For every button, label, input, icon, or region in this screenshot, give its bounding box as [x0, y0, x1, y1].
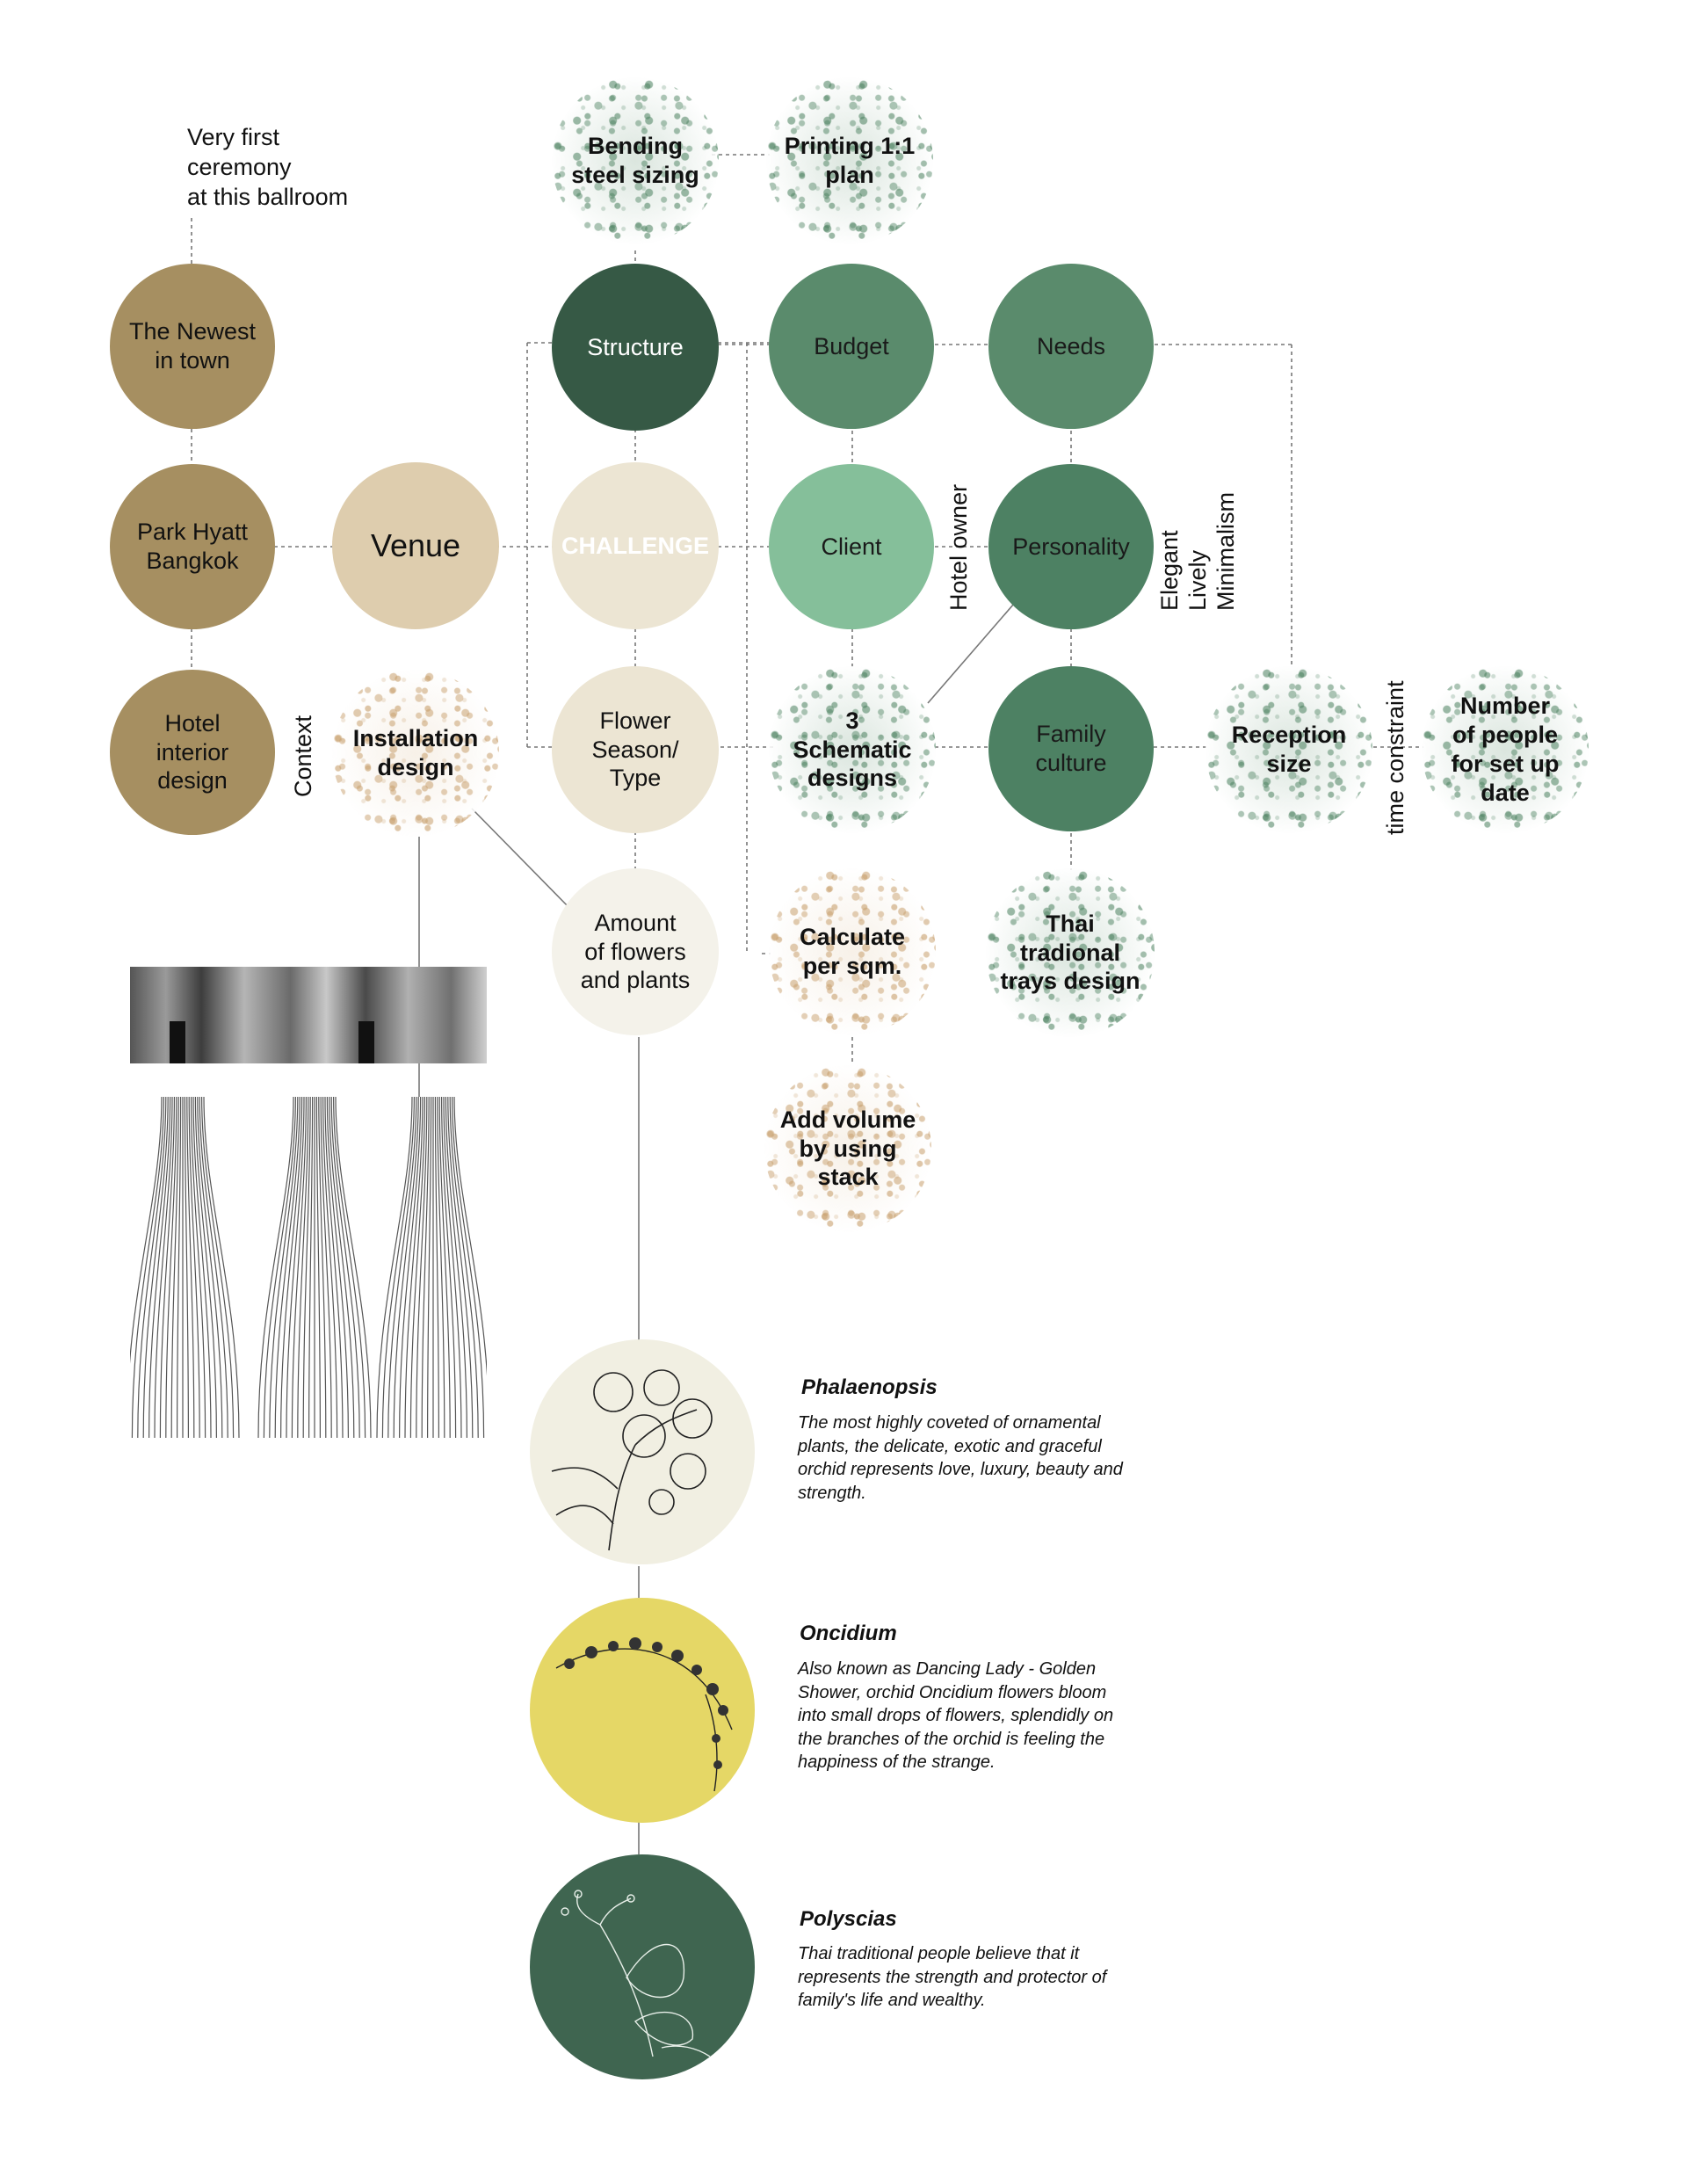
needs-label: Needs	[1036, 332, 1106, 359]
challenge-node[interactable]	[552, 462, 719, 629]
budget-node[interactable]	[769, 264, 934, 429]
polyscias-title: Polyscias	[800, 1907, 897, 1931]
hotel-interior-label: Hotel interior design	[156, 709, 229, 795]
reception-size-label: Reception size	[1231, 722, 1347, 777]
newest-in-town-node[interactable]	[110, 264, 275, 429]
phalaenopsis-title: Phalaenopsis	[801, 1375, 938, 1399]
oncidium-image	[530, 1598, 755, 1823]
polyscias-image	[530, 1854, 755, 2079]
installation-design-node[interactable]	[332, 670, 499, 837]
schematic-designs-label: 3 Schematic designs	[793, 707, 912, 792]
calculate-sqm-label: Calculate per sqm.	[799, 924, 906, 979]
printing-plan-label: Printing 1:1 plan	[784, 133, 916, 188]
reception-size-node[interactable]	[1206, 666, 1372, 833]
string-curtain-sketch	[130, 1097, 487, 1438]
schematic-designs-node[interactable]	[769, 666, 936, 833]
client-node[interactable]	[769, 464, 934, 629]
polyscias-description: Thai traditional people believe that it represents the strength and protector of family's life and wealthy.	[798, 1944, 1107, 2011]
newest-in-town-label: The Newest in town	[128, 318, 257, 374]
structure-label: Structure	[587, 333, 684, 360]
installation-design-label: Installation design	[352, 725, 479, 780]
venue-label: Venue	[370, 527, 461, 564]
client-label: Client	[821, 533, 882, 560]
amount-flowers-node[interactable]	[552, 868, 719, 1035]
venue-node[interactable]	[332, 462, 499, 629]
calculate-sqm-node[interactable]	[769, 868, 936, 1035]
budget-label: Budget	[814, 332, 889, 359]
family-culture-node[interactable]	[988, 666, 1154, 831]
bending-steel-node[interactable]	[552, 77, 719, 244]
polyscias-drawing	[530, 1854, 755, 2079]
time-constraint-label: time constraint	[1382, 680, 1408, 835]
hotel-owner-label: Hotel owner	[945, 483, 972, 611]
challenge-label: CHALLENGE	[561, 532, 709, 559]
first-ceremony-note: Very first ceremony at this ballroom	[187, 124, 349, 210]
oncidium-title: Oncidium	[800, 1622, 897, 1645]
personality-node[interactable]	[988, 464, 1154, 629]
number-people-label: Number of people for set up date	[1451, 693, 1560, 806]
add-volume-label: Add volume by using stack	[779, 1106, 916, 1191]
installation-sketch	[130, 1097, 487, 1438]
context-label: Context	[290, 715, 316, 797]
printing-plan-node[interactable]	[766, 77, 933, 244]
hotel-interior-node[interactable]	[110, 670, 275, 835]
phalaenopsis-description: The most highly coveted of ornamental plants, the delicate, exotic and graceful orchid represents love, luxury, beauty and strength.	[798, 1413, 1123, 1503]
park-hyatt-label: Park Hyatt Bangkok	[136, 519, 249, 574]
flower-season-node[interactable]	[552, 666, 719, 833]
add-volume-node[interactable]	[764, 1065, 931, 1232]
personality-traits-label: Elegant Lively Minimalism	[1156, 492, 1239, 611]
family-culture-label: Family culture	[1035, 721, 1107, 776]
phalaenopsis-image	[530, 1339, 755, 1564]
bending-steel-label: Bending steel sizing	[571, 133, 699, 188]
oncidium-description: Also known as Dancing Lady - Golden Shower, orchid Oncidium flowers bloom into small drops of flowers, splendidly on the branches of the orchid is feeling the happiness of the strange.	[798, 1659, 1114, 1773]
phalaenopsis-drawing	[530, 1339, 755, 1564]
park-hyatt-node[interactable]	[110, 464, 275, 629]
amount-flowers-label: Amount of flowers and plants	[580, 909, 691, 994]
oncidium-drawing	[530, 1598, 755, 1823]
thai-trays-label: Thai tradional trays design	[1000, 910, 1140, 995]
needs-node[interactable]	[988, 264, 1154, 429]
ballroom-photo	[130, 967, 487, 1063]
flower-season-label: Flower Season/ Type	[591, 707, 679, 792]
structure-node[interactable]	[552, 264, 719, 431]
number-people-node[interactable]	[1422, 666, 1589, 833]
thai-trays-node[interactable]	[986, 868, 1155, 1037]
personality-label: Personality	[1012, 533, 1130, 560]
